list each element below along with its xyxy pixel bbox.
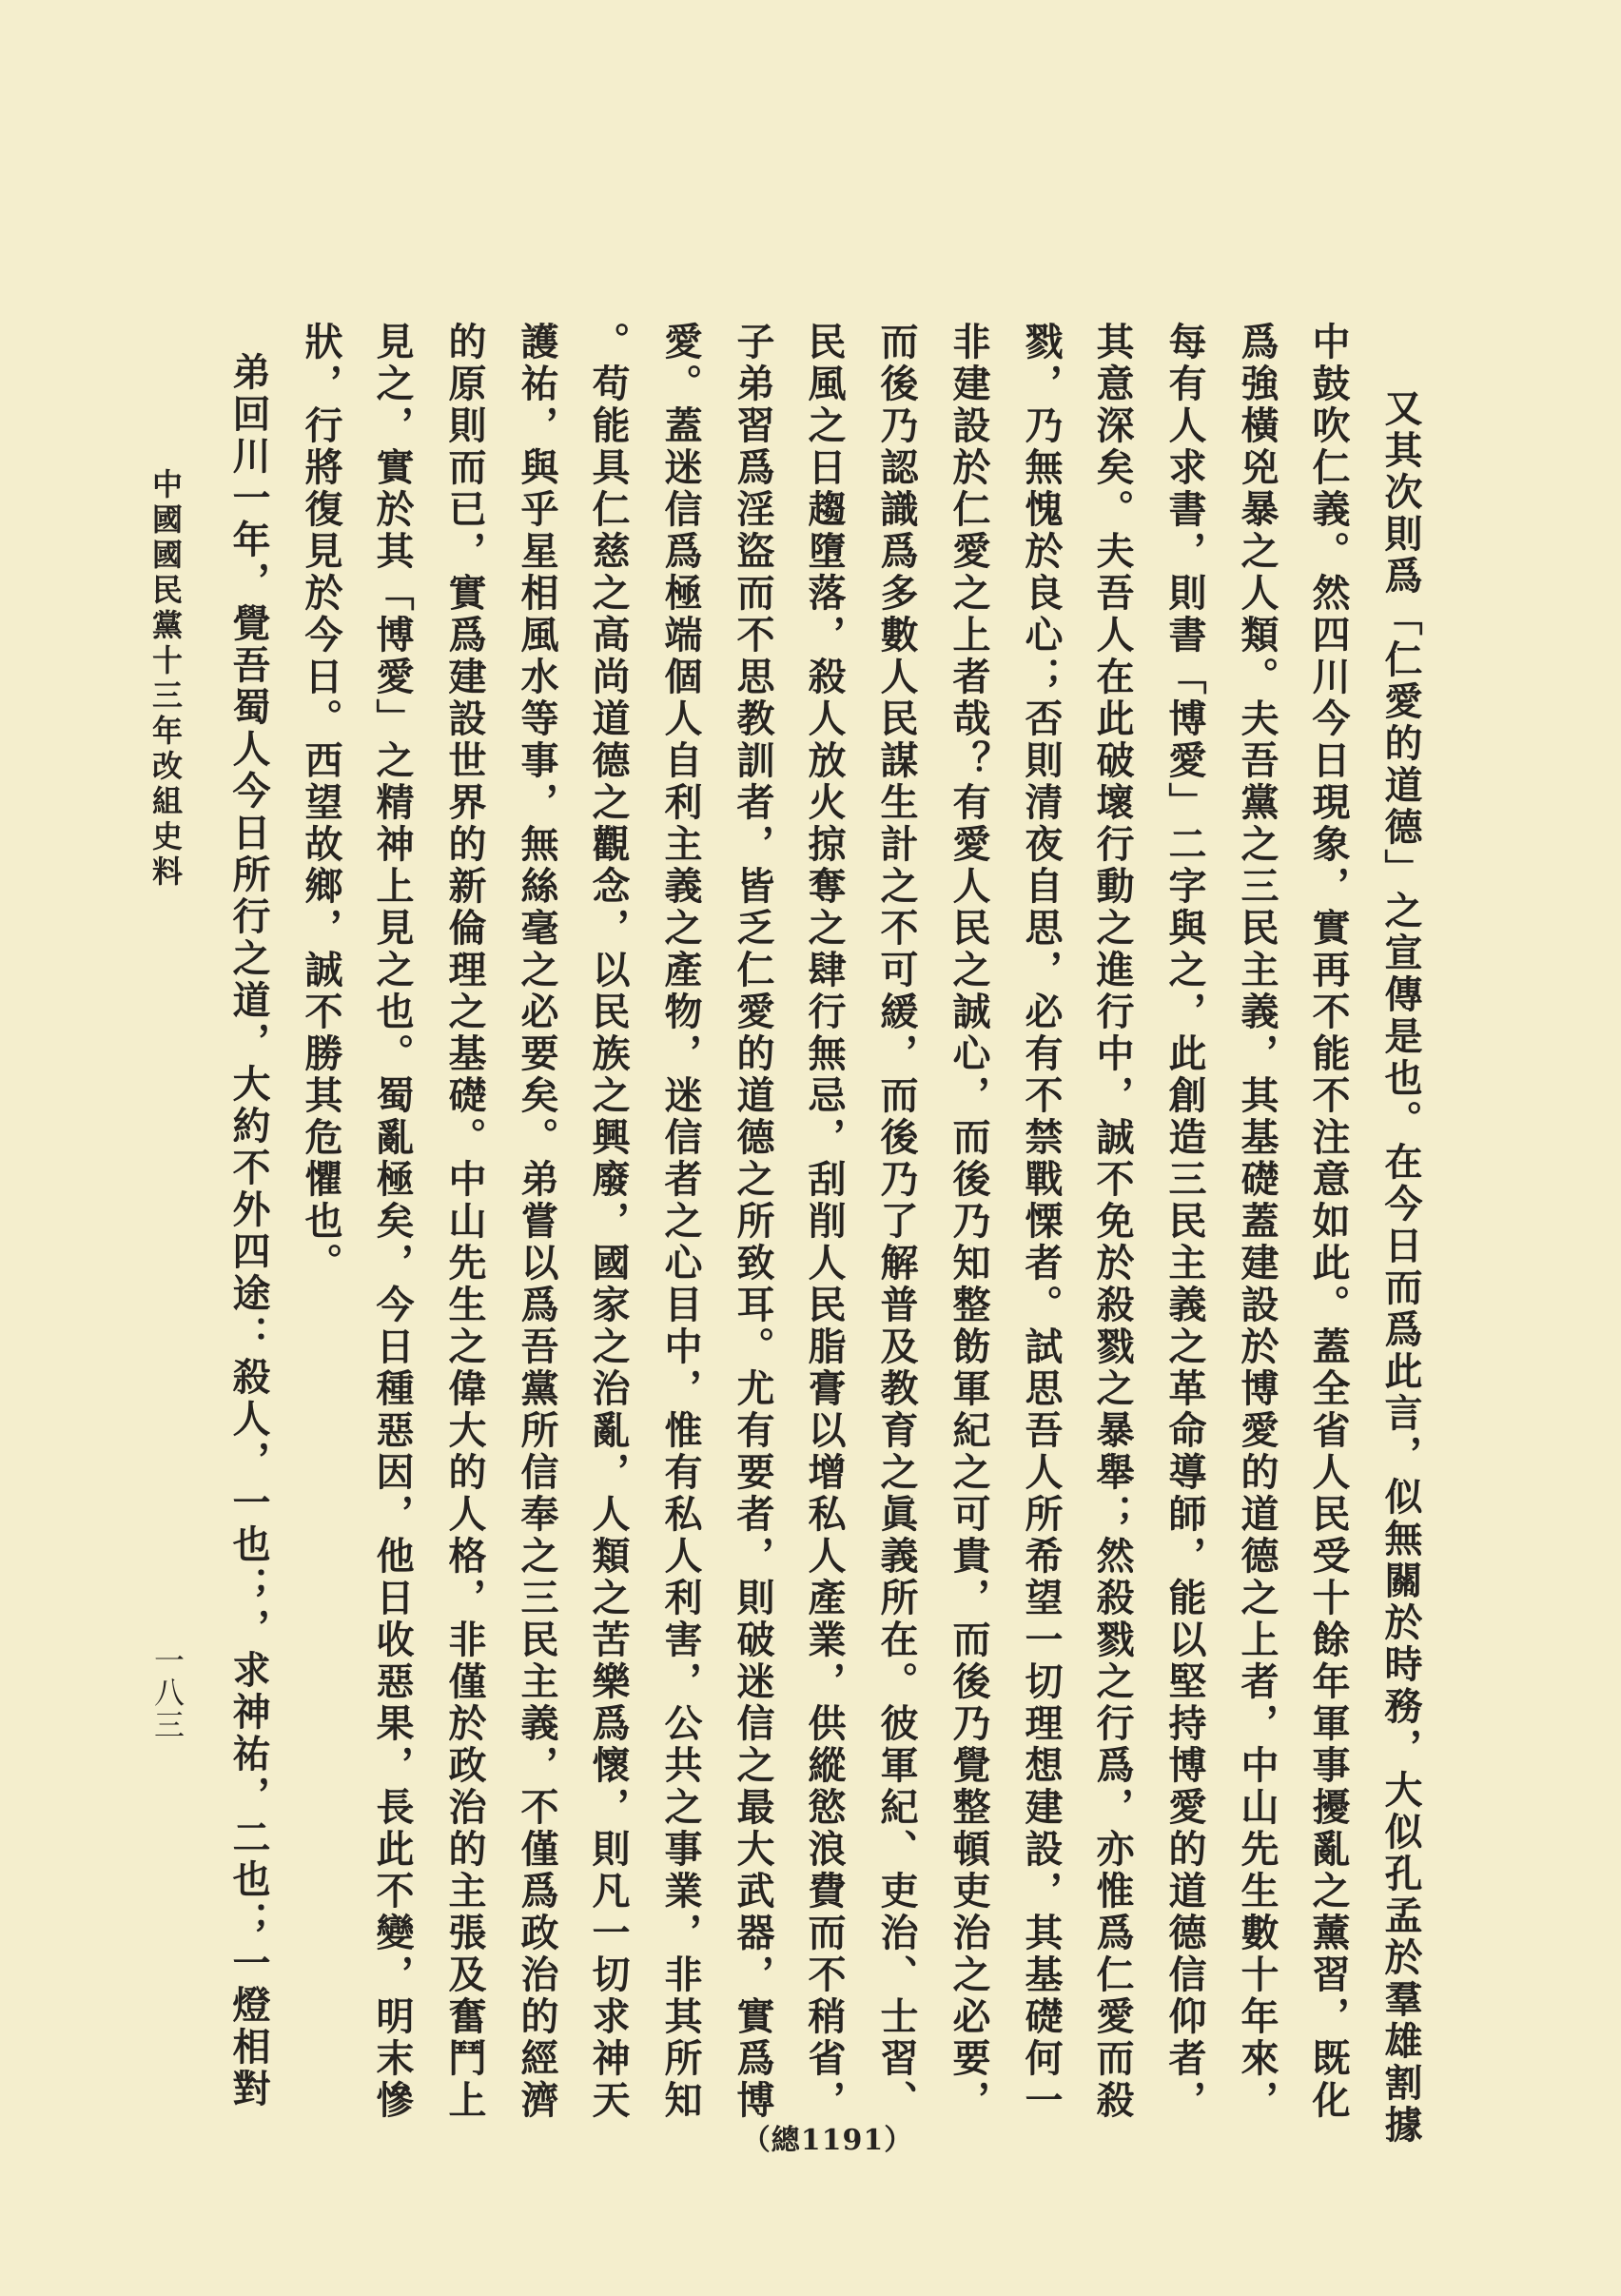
text-column-3: 爲強橫兇暴之人類。夫吾黨之三民主義，其基礎蓋建設於博愛的道德之上者，中山先生數十年來，	[1235, 322, 1279, 2122]
text-column-13: 護祐，與乎星相風水等事，無絲毫之必要矣。弟嘗以爲吾黨所信奉之三民主義，不僅爲政治的經濟	[515, 322, 559, 2122]
text-column-6: 戮，乃無愧於良心；否則清夜自思，必有不禁戰慄者。試思吾人所希望一切理想建設，其基礎何一	[1019, 322, 1064, 2122]
text-column-9: 民風之日趨墮落，殺人放火掠奪之肆行無忌，刮削人民脂膏以增私人產業，供縱慾浪費而不稍省，	[802, 322, 847, 2122]
text-column-10: 子弟習爲淫盜而不思教訓者，皆乏仁愛的道德之所致耳。尤有要者，則破迷信之最大武器，實爲博	[731, 322, 775, 2122]
text-column-17: 弟回川一年，覺吾蜀人今日所行之道，大約不外四途：殺人，一也；，求神祐，二也；一燈相對	[226, 352, 271, 2110]
text-column-15: 見之，實於其「博愛」之精神上見之也。蜀亂極矣，今日種惡因，他日收惡果，長此不變，明末慘	[370, 322, 415, 2122]
running-head: 中國國民黨十三年改組史料	[147, 468, 184, 891]
total-page-number: （總1191）	[741, 2124, 914, 2157]
text-column-14: 的原則而已，實爲建設世界的新倫理之基礎。中山先生之偉大的人格，非僅於政治的主張及奮鬥上	[442, 322, 487, 2122]
page-number: 一八三	[149, 1644, 186, 1741]
text-column-5: 其意深矣。夫吾人在此破壞行動之進行中，誠不免於殺戮之暴舉；然殺戮之行爲，亦惟爲仁愛而殺	[1090, 322, 1135, 2122]
text-column-7: 非建設於仁愛之上者哉？有愛人民之誠心，而後乃知整飭軍紀之可貴，而後乃覺整頓吏治之必要，	[947, 322, 991, 2122]
text-column-4: 每有人求書，則書「博愛」二字與之，此創造三民主義之革命導師，能以堅持博愛的道德信仰者，	[1162, 322, 1207, 2122]
text-column-16: 狀，行將復見於今日。西望故鄉，誠不勝其危懼也。	[299, 322, 343, 1285]
text-column-11: 愛。蓋迷信爲極端個人自利主義之產物，迷信者之心目中，惟有私人利害，公共之事業，非其所知	[658, 322, 703, 2122]
text-column-12: 。苟能具仁慈之高尚道德之觀念，以民族之興廢，國家之治亂，人類之苦樂爲懷，則凡一切求神天	[586, 322, 631, 2122]
text-column-2: 中鼓吹仁義。然四川今日現象，實再不能不注意如此。蓋全省人民受十餘年軍事擾亂之薰習，既化	[1306, 322, 1351, 2122]
text-column-8: 而後乃認識爲多數人民謀生計之不可緩，而後乃了解普及教育之眞義所在。彼軍紀、吏治、士習、	[874, 322, 919, 2122]
text-column-1: 又其次則爲「仁愛的道德」之宣傳是也。在今日而爲此言，似無關於時務，大似孔孟於羣雄割據	[1378, 388, 1423, 2147]
